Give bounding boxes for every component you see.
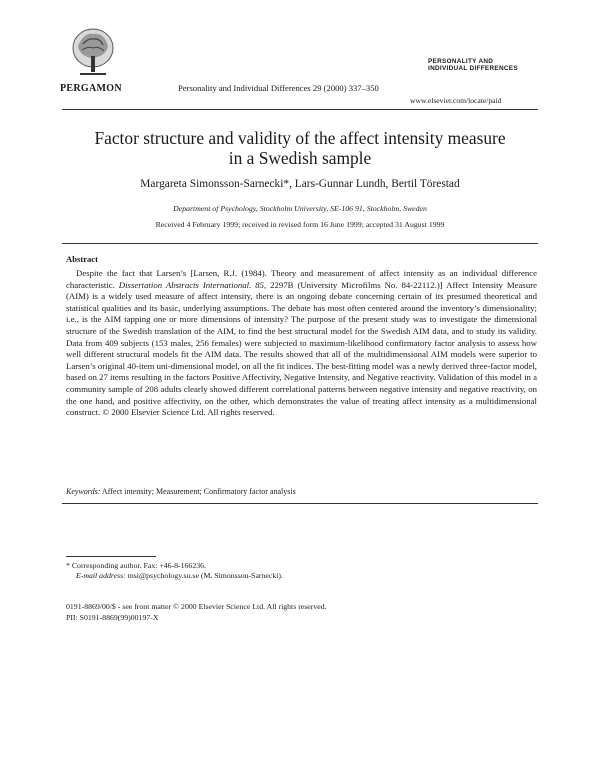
keywords	[66, 487, 296, 496]
pii-line: PII: S0191-8869(99)00197-X	[66, 613, 159, 623]
email-label: E-mail address:	[76, 571, 126, 581]
authors: Margareta Simonsson-Sarnecki*, Lars-Gunnar Lundh, Bertil Törestad	[140, 178, 460, 190]
article-title	[62, 128, 538, 168]
abstract-bottom-rule	[62, 503, 538, 504]
abstract-text-italic: Dissertation Abstracts International. 85	[118, 279, 264, 290]
journal-logo-line1: PERSONALITY AND	[428, 58, 494, 65]
publisher-name: PERGAMON	[60, 83, 122, 94]
footnote	[66, 561, 283, 582]
copyright-line: 0191-8869/00/$ - see front matter © 2000 Elsevier Science Ltd. All rights reserved.	[66, 602, 327, 611]
title-line-2: in a Swedish sample	[228, 148, 372, 168]
abstract-text-part1: Despite the fact that Larsen’s [Larsen, R.J. (1984). Theory and measurement of affect intensity as an individual difference characteristic.	[66, 268, 537, 290]
journal-reference: Personality and Individual Differences 29 (2000) 337–350	[178, 83, 379, 93]
received-dates: Received 4 February 1999; received in revised form 16 June 1999; accepted 31 August 1999	[155, 220, 445, 229]
affiliation: Department of Psychology, Stockholm University, SE-106 91, Stockholm, Sweden	[173, 204, 427, 213]
title-line-1: Factor structure and validity of the affect intensity measure	[94, 128, 506, 148]
abstract-heading: Abstract	[66, 254, 98, 264]
keywords-text: Affect intensity; Measurement; Confirmatory factor analysis	[100, 487, 296, 496]
publisher-logo	[60, 26, 130, 94]
journal-logo	[428, 58, 518, 72]
journal-url[interactable]: www.elsevier.com/locate/paid	[410, 96, 502, 105]
email-text[interactable]: msi@psychology.su.se (M. Simonsson-Sarnecki).	[125, 571, 283, 581]
footnote-email	[66, 571, 283, 581]
abstract-text-part2: , 2297B (University Microfilms No. 84-22112.)] Affect Intensity Measure (AIM) is a widely used measure of affect intensity, there is an ongoing debate concerning certain of its presumed theoretical and statistical qualities and its basic, underlying assumptions. The debate has most often centered around the inventory’s dimensionality; i.e., is the AIM tapping one or more dimensions of intensity? The purpose of the present study was to investigate the dimensional structure of the Swedish translation of the AIM, to find the best structural model for the Swedish AIM data, and to study its validity. Data from 409 subjects (153 males, 256 females) were subjected to maximum-likelihood confirmatory factor analysis to assess how well different structural models fit the AIM data. The results showed that all of the multidimensional AIM models were superior to Larsen’s original 40-item uni-dimensional model, on all the fit indices. The best-fitting model was a newly derived three-factor model, based on 27 items resulting in the factors Positive Affectivity, Negative Intensity, and Negative reactivity. Validation of this model in a community sample of 208 adults clearly showed different correlational patterns between negative intensity and negative reactivity, on the one hand, and positive affectivity, on the other, which demonstrates the value of treating affect intensity as a multidimensional construct. © 2000 Elsevier Science Ltd. All rights reserved.	[66, 279, 538, 418]
header-rule	[62, 109, 538, 110]
footnote-corresponding: * Corresponding author. Fax: +46-8-166236.	[66, 561, 206, 570]
copyright-block	[66, 601, 327, 624]
journal-logo-line2: INDIVIDUAL DIFFERENCES	[428, 65, 518, 72]
abstract-top-rule	[62, 243, 538, 244]
abstract-body	[66, 268, 537, 419]
tree-logo-icon	[70, 26, 116, 78]
footnote-rule	[66, 556, 156, 557]
keywords-label: Keywords:	[66, 487, 101, 496]
